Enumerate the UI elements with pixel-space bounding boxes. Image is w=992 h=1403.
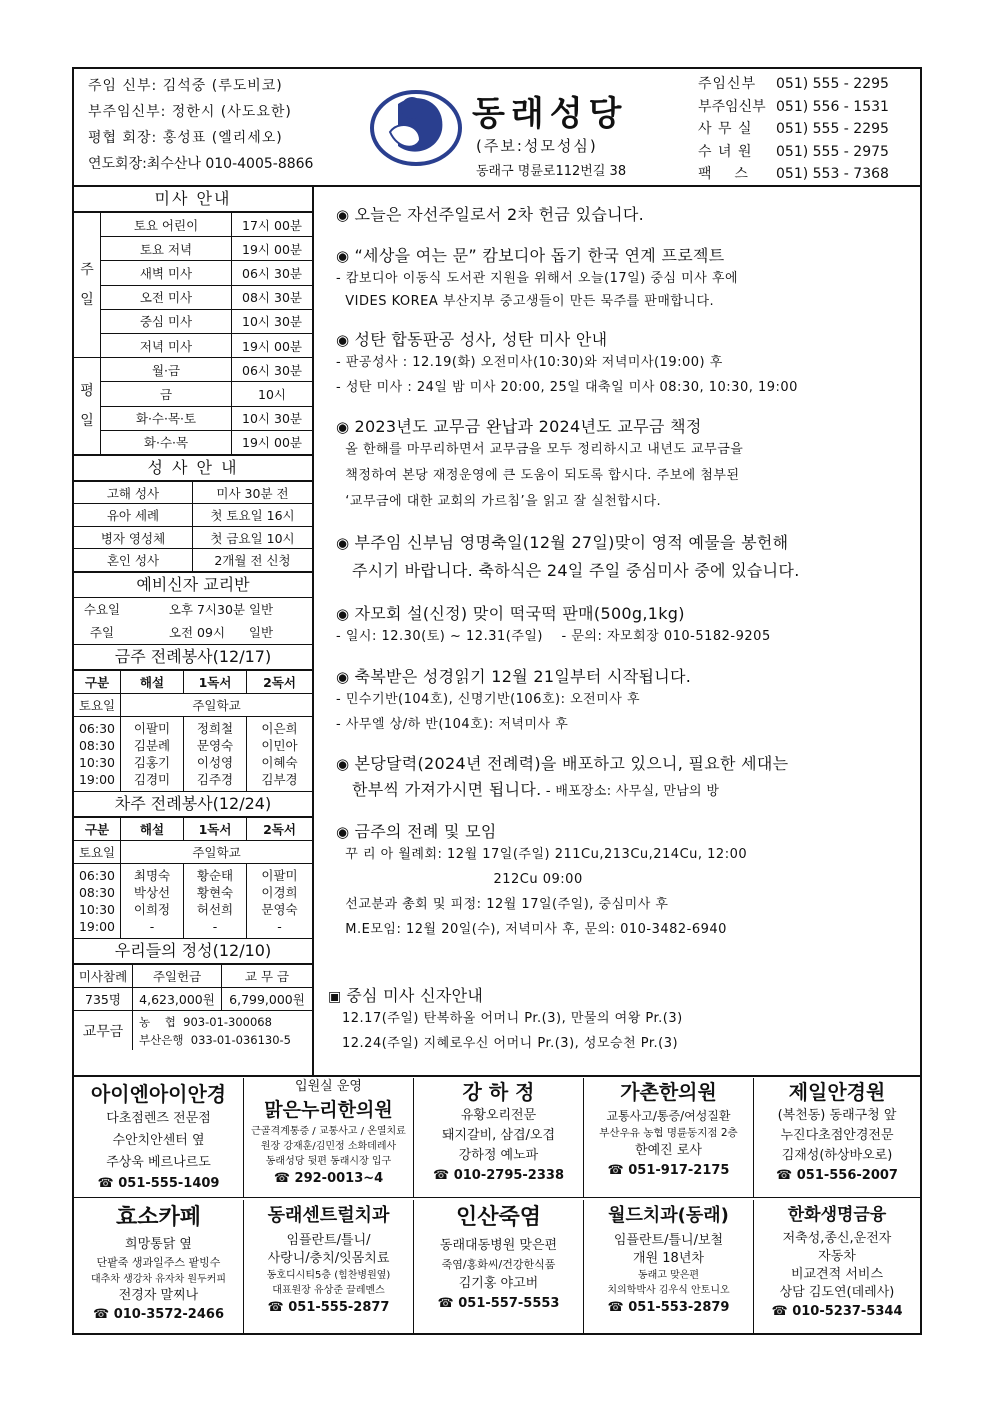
notice-item: ◉ “세상을 여는 문” 캄보디아 돕기 한국 연계 프로젝트 - 캄보디아 이동식 도서관 지원을 위해서 오늘(17일) 중심 미사 후에 VIDES KOREA 부산지부 중고생들이 만든 묵주를 판매합니다. <box>336 246 739 309</box>
ad-cafe: 효소카페 희망통닭 옆 단팥죽 생과일주스 팥빙수 대추차 생강차 유자차 원두커피 전경자 말찌나 ☎ 010-3572-2466 <box>74 1200 244 1333</box>
bullet-icon: ◉ <box>336 668 355 686</box>
contact-row: 부주임신부 051) 556 - 1531 <box>698 98 889 115</box>
notice-item: ◉ 자모회 설(신정) 맞이 떡국떡 판매(500g,1kg) - 일시: 12.30(토) ~ 12.31(주일) - 문의: 자모회장 010-5182-9205 <box>336 604 771 644</box>
ad-gachon: 가촌한의원 교통사고/통증/여성질환 부산우유 농협 명륜동지점 2층 한예진 로사 ☎ 051-917-2175 <box>584 1078 754 1197</box>
notices <box>336 202 916 942</box>
contact-row: 팩 스 051) 553 - 7368 <box>698 166 889 182</box>
contact-row: 수 녀 원 051) 555 - 2975 <box>698 143 889 160</box>
parish-title: 동래성당 <box>472 94 628 134</box>
this-week-title: 금주 전례봉사(12/17) <box>74 644 312 670</box>
bullet-icon: ◉ <box>336 823 355 841</box>
bullet-icon: ◉ <box>336 605 355 623</box>
new-members: ▣ 중심 미사 신자안내 12.17(주일) 탄복하올 어머니 Pr.(3), 만물의 여왕 Pr.(3) 12.24(주일) 지혜로우신 어머니 Pr.(3), 성모승천 Pr.(3) <box>328 986 683 1051</box>
bullet-icon: ◉ <box>336 534 355 552</box>
phone-icon: ☎ <box>771 1304 793 1319</box>
phone-icon: ☎ <box>432 1168 454 1183</box>
clergy-line: 부주임신부: 정한시 (사도요한) <box>88 104 292 120</box>
ads-divider-top <box>72 1075 922 1077</box>
clergy-line: 주임 신부: 김석중 (루도비코) <box>88 78 283 94</box>
ad-bamboo-salt: 인산죽염 동래대동병원 맞은편 죽염/홍화씨/건강한식품 김기홍 야고버 ☎ 051-557-5553 <box>414 1200 584 1333</box>
column-divider <box>312 186 314 1075</box>
ads-divider-middle <box>72 1197 922 1198</box>
bullet-icon: ◉ <box>336 331 355 349</box>
phone-icon: ☎ <box>437 1296 459 1311</box>
header-contacts <box>698 73 889 186</box>
mass-title: 미사 안내 <box>74 187 312 212</box>
ad-dental-central: 동래센트럴치과 임플란트/틀니/ 사랑니/충치/잇몸치료 동호디시티5층 (힘찬병원옆) 대표원장 유상준 끌레멘스 ☎ 051-555-2877 <box>244 1200 414 1333</box>
ad-world-dental: 월드치과(동래) 임플란트/틀니/보철 개원 18년차 동래고 맞은편 치의학박사 김우식 안토니오 ☎ 051-553-2879 <box>584 1200 754 1333</box>
offering-title: 우리들의 정성(12/10) <box>74 939 312 964</box>
parish-patron: (주보:성모성심) <box>476 137 598 155</box>
offering-table: 미사참례 주일헌금 교 무 금 735명 4,623,000원 6,799,000원 교무금 농 협 903-01-300068 부산은행 033-01-036130-5 <box>74 964 312 1051</box>
bullet-icon: ◉ <box>336 206 355 224</box>
phone-icon: ☎ <box>273 1171 295 1186</box>
next-week-table: 구분 해설 1독서 2독서 토요일 주일학교 06:30 08:30 10:30 19:00 최명숙 박상선 이희정 - 황순태 황현숙 허선희 - 이팔미 이경희 문영숙 - <box>74 817 312 939</box>
header-clergy <box>88 73 313 177</box>
phone-icon: ☎ <box>607 1163 629 1178</box>
phone-icon: ☎ <box>97 1176 119 1191</box>
sacrament-title: 성 사 안 내 <box>74 455 312 481</box>
clergy-line: 평협 회장: 홍성표 (엘리세오) <box>88 130 283 146</box>
notice-item: ◉ 본당달력(2024년 전례력)을 배포하고 있으니, 필요한 세대는 한부씩 가져가시면 됩니다. - 배포장소: 사무실, 만남의 방 <box>336 754 789 799</box>
phone-icon: ☎ <box>607 1300 629 1315</box>
notice-item: ◉ 성탄 합동판공 성사, 성탄 미사 안내 - 판공성사 : 12.19(화) 오전미사(10:30)와 저녁미사(19:00) 후 - 성탄 미사 : 24일 밤 미사 20:00, 25일 대축일 미사 08:30, 10:30, 19:00 <box>336 330 798 395</box>
new-members-title: 중심 미사 신자안내 <box>346 986 484 1005</box>
this-week-table: 구분 해설 1독서 2독서 토요일 주일학교 06:30 08:30 10:30 19:00 이팔미 김분례 김홍기 김경미 정희철 문영숙 이성영 김주경 이은희 이민아 이혜숙 김부경 <box>74 670 312 792</box>
contact-row: 주임신부 051) 555 - 2295 <box>698 76 889 92</box>
notice-item: ◉ 오늘은 자선주일로서 2차 헌금 있습니다. <box>336 205 644 224</box>
notice-item: ◉ 2023년도 교무금 완납과 2024년도 교무금 책정 올 한해를 마무리하면서 교무금을 모두 정리하시고 내년도 교무금을 책정하여 본당 재정운영에 큰 도움이 되도록 합시다. 주보에 첨부된 ‘교무금에 대한 교회의 가르침’을 읽고 잘 실천합시다. <box>336 417 744 509</box>
ad-restaurant: 강 하 정 유황오리전문 돼지갈비, 삼겹/오겹 강하정 예노파 ☎ 010-2795-2338 <box>414 1078 584 1197</box>
bullet-icon: ◉ <box>336 247 355 265</box>
ad-jeil: 제일안경원 (복천동) 동래구청 앞 누진다초점안경전문 김재성(하상바오로) ☎ 051-556-2007 <box>776 1080 898 1183</box>
catechumen-title: 예비신자 교리반 <box>74 572 312 598</box>
phone-icon: ☎ <box>92 1307 114 1322</box>
catechumen-table: 수요일 오후 7시30분 일반 주일 오전 09시 일반 <box>83 602 274 641</box>
ad-hanwha: 한화생명금융 저축성,종신,운전자 자동차 비교견적 서비스 상담 김도연(데레사) ☎ 010-5237-5344 <box>771 1205 903 1319</box>
bullet-icon: ◉ <box>336 755 355 773</box>
mass-table: 주 일 토요 어린이 17시 00분 토요 저녁 19시 00분 새벽 미사 06시 30분 오전 미사 08시 30분 중심 미사 10시 30분 저녁 미사 19시 00분 평 일 월·금 06시 30분 금 10시 화·수·목·토 10시 30분 화·수·목 19시 00분 <box>74 212 312 455</box>
notice-item: ◉ 부주임 신부님 영명축일(12월 27일)맞이 영적 예물을 봉헌해 주시기 바랍니다. 축하식은 24일 주일 중심미사 중에 있습니다. <box>336 533 800 580</box>
sunday-label: 주 일 <box>74 213 101 358</box>
phone-icon: ☎ <box>776 1168 797 1183</box>
phone-icon: ☎ <box>267 1300 289 1315</box>
left-column <box>74 187 312 1050</box>
square-bullet-icon: ▣ <box>328 989 347 1005</box>
sacrament-table: 고해 성사 미사 30분 전 유아 세례 첫 토요일 16시 병자 영성체 첫 금요일 10시 혼인 성사 2개월 전 신청 <box>74 481 312 572</box>
clergy-line: 연도회장:최수산나 010-4005-8866 <box>88 156 314 172</box>
notice-item: ◉ 금주의 전례 및 모임 꾸 리 아 월례회: 12월 17일(주일) 211Cu,213Cu,214Cu, 12:00 212Cu 09:00 선교분과 총회 및 피정: 12월 17일(주일), 중심미사 후 M.E모임: 12월 20일(수), 저녁미사 후, 문의: 010-3482-6940 <box>336 822 748 937</box>
next-week-title: 차주 전례봉사(12/24) <box>74 792 312 817</box>
parish-logo-icon <box>368 84 464 168</box>
weekday-label: 평 일 <box>74 358 101 455</box>
ad-eyeglass: 아이엔아이안경 다초점렌즈 전문점 수안치안센터 옆 주상욱 베르나르도 ☎ 051-555-1409 <box>74 1078 244 1197</box>
contact-row: 사 무 실 051) 555 - 2295 <box>698 121 889 137</box>
ad-clinic: 입원실 운영 맑은누리한의원 근골격계통증 / 교통사고 / 온열치료 원장 강재훈/김민정 소화데레사 동래성당 뒷편 동래시장 입구 ☎ 292-0013~4 <box>244 1078 414 1197</box>
notice-item: ◉ 축복받은 성경읽기 12월 21일부터 시작됩니다. - 민수기반(104호), 신명기반(106호): 오전미사 후 - 사무엘 상/하 반(104호): 저녁미사 후 <box>336 667 692 732</box>
parish-address: 동래구 명륜로112번길 38 <box>476 164 627 179</box>
bullet-icon: ◉ <box>336 418 355 436</box>
